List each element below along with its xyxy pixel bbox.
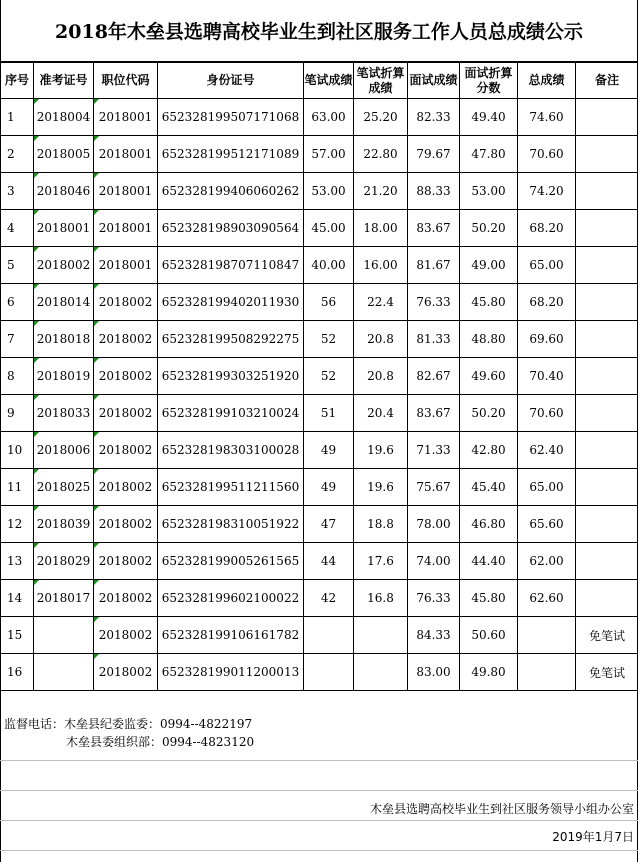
cell-interview-converted: 48.80 <box>460 321 518 358</box>
cell-total-score: 70.60 <box>518 136 576 173</box>
cell-interview-converted: 46.80 <box>460 506 518 543</box>
cell-written-converted: 18.00 <box>354 210 408 247</box>
cell-total-score: 74.20 <box>518 173 576 210</box>
cell-written-score <box>304 654 354 691</box>
cell-remarks: 免笔试 <box>576 617 638 654</box>
cell-exam-no: 2018025 <box>34 469 94 506</box>
cell-interview-converted: 44.40 <box>460 543 518 580</box>
table-row <box>1 284 638 321</box>
cell-position-code: 2018002 <box>94 432 158 469</box>
cell-id-number: 652328199602100022 <box>158 580 304 617</box>
cell-index: 14 <box>1 580 34 617</box>
cell-position-code: 2018001 <box>94 173 158 210</box>
cell-interview-converted: 50.60 <box>460 617 518 654</box>
cell-position-code: 2018001 <box>94 210 158 247</box>
divider <box>0 820 638 821</box>
cell-index: 16 <box>1 654 34 691</box>
cell-id-number: 652328199406060262 <box>158 173 304 210</box>
cell-total-score: 62.00 <box>518 543 576 580</box>
table-row <box>1 173 638 210</box>
cell-total-score: 70.60 <box>518 395 576 432</box>
table-row <box>1 358 638 395</box>
cell-position-code: 2018002 <box>94 469 158 506</box>
cell-total-score: 62.60 <box>518 580 576 617</box>
cell-exam-no: 2018029 <box>34 543 94 580</box>
table-row <box>1 136 638 173</box>
cell-remarks <box>576 543 638 580</box>
cell-interview-converted: 53.00 <box>460 173 518 210</box>
cell-position-code: 2018002 <box>94 284 158 321</box>
cell-interview-converted: 49.60 <box>460 358 518 395</box>
cell-interview-converted: 50.20 <box>460 210 518 247</box>
cell-written-converted: 16.00 <box>354 247 408 284</box>
col-header-id-number: 身份证号 <box>158 63 304 99</box>
supervision-phone-2: 木垒县委组织部：0994--4823120 <box>66 735 255 749</box>
cell-written-converted: 22.80 <box>354 136 408 173</box>
cell-total-score: 68.20 <box>518 210 576 247</box>
cell-interview-score: 82.33 <box>408 99 460 136</box>
cell-written-score <box>304 617 354 654</box>
cell-remarks <box>576 173 638 210</box>
cell-total-score: 68.20 <box>518 284 576 321</box>
cell-interview-converted: 45.80 <box>460 284 518 321</box>
cell-id-number: 652328198310051922 <box>158 506 304 543</box>
cell-id-number: 652328198303100028 <box>158 432 304 469</box>
cell-written-score: 49 <box>304 432 354 469</box>
cell-id-number: 652328199402011930 <box>158 284 304 321</box>
cell-written-converted: 20.4 <box>354 395 408 432</box>
issuing-office: 木垒县选聘高校毕业生到社区服务领导小组办公室 <box>369 802 634 816</box>
cell-position-code: 2018002 <box>94 358 158 395</box>
cell-index: 10 <box>1 432 34 469</box>
cell-exam-no: 2018018 <box>34 321 94 358</box>
col-header-total-score: 总成绩 <box>518 63 576 99</box>
cell-written-score: 47 <box>304 506 354 543</box>
cell-total-score: 69.60 <box>518 321 576 358</box>
cell-interview-score: 79.67 <box>408 136 460 173</box>
cell-exam-no: 2018017 <box>34 580 94 617</box>
cell-written-score: 45.00 <box>304 210 354 247</box>
cell-exam-no: 2018004 <box>34 99 94 136</box>
cell-remarks <box>576 284 638 321</box>
cell-id-number: 652328199508292275 <box>158 321 304 358</box>
cell-exam-no: 2018001 <box>34 210 94 247</box>
issue-date: 2019年1月7日 <box>552 830 634 844</box>
cell-exam-no: 2018019 <box>34 358 94 395</box>
cell-id-number: 652328199011200013 <box>158 654 304 691</box>
table-row <box>1 654 638 691</box>
col-header-exam-no: 准考证号 <box>34 63 94 99</box>
table-row <box>1 580 638 617</box>
cell-written-converted <box>354 617 408 654</box>
cell-exam-no: 2018033 <box>34 395 94 432</box>
table-row <box>1 210 638 247</box>
cell-written-score: 44 <box>304 543 354 580</box>
cell-exam-no <box>34 617 94 654</box>
cell-remarks <box>576 136 638 173</box>
cell-remarks <box>576 358 638 395</box>
table-row <box>1 99 638 136</box>
cell-remarks <box>576 469 638 506</box>
cell-interview-score: 82.67 <box>408 358 460 395</box>
cell-written-score: 52 <box>304 321 354 358</box>
cell-index: 4 <box>1 210 34 247</box>
cell-remarks <box>576 210 638 247</box>
cell-total-score: 65.00 <box>518 469 576 506</box>
cell-remarks <box>576 432 638 469</box>
cell-written-score: 40.00 <box>304 247 354 284</box>
supervision-block <box>4 715 254 751</box>
cell-interview-converted: 49.80 <box>460 654 518 691</box>
cell-total-score: 65.60 <box>518 506 576 543</box>
table-row <box>1 543 638 580</box>
cell-written-converted: 16.8 <box>354 580 408 617</box>
cell-index: 13 <box>1 543 34 580</box>
col-header-position-code: 职位代码 <box>94 63 158 99</box>
cell-id-number: 652328198707110847 <box>158 247 304 284</box>
cell-index: 1 <box>1 99 34 136</box>
cell-remarks <box>576 506 638 543</box>
cell-remarks <box>576 99 638 136</box>
cell-interview-score: 88.33 <box>408 173 460 210</box>
cell-exam-no: 2018039 <box>34 506 94 543</box>
cell-total-score: 62.40 <box>518 432 576 469</box>
cell-index: 8 <box>1 358 34 395</box>
cell-total-score <box>518 617 576 654</box>
cell-index: 11 <box>1 469 34 506</box>
cell-interview-score: 71.33 <box>408 432 460 469</box>
cell-interview-score: 76.33 <box>408 580 460 617</box>
col-header-written-score: 笔试成绩 <box>304 63 354 99</box>
cell-interview-converted: 45.80 <box>460 580 518 617</box>
cell-exam-no: 2018014 <box>34 284 94 321</box>
cell-interview-score: 76.33 <box>408 284 460 321</box>
table-row <box>1 617 638 654</box>
cell-interview-score: 75.67 <box>408 469 460 506</box>
cell-interview-score: 83.67 <box>408 210 460 247</box>
cell-position-code: 2018002 <box>94 395 158 432</box>
cell-written-converted: 25.20 <box>354 99 408 136</box>
cell-index: 5 <box>1 247 34 284</box>
cell-written-score: 53.00 <box>304 173 354 210</box>
cell-position-code: 2018001 <box>94 247 158 284</box>
table-row <box>1 321 638 358</box>
cell-written-converted: 19.6 <box>354 432 408 469</box>
score-table <box>0 62 638 691</box>
cell-interview-converted: 49.00 <box>460 247 518 284</box>
col-header-interview-converted: 面试折算分数 <box>460 63 518 99</box>
cell-written-converted: 19.6 <box>354 469 408 506</box>
cell-position-code: 2018002 <box>94 580 158 617</box>
cell-interview-score: 81.67 <box>408 247 460 284</box>
cell-total-score <box>518 654 576 691</box>
cell-remarks <box>576 580 638 617</box>
cell-total-score: 74.60 <box>518 99 576 136</box>
cell-id-number: 652328198903090564 <box>158 210 304 247</box>
cell-interview-score: 78.00 <box>408 506 460 543</box>
supervision-label: 监督电话： <box>4 717 65 731</box>
cell-id-number: 652328199005261565 <box>158 543 304 580</box>
cell-id-number: 652328199106161782 <box>158 617 304 654</box>
cell-written-score: 56 <box>304 284 354 321</box>
col-header-index: 序号 <box>1 63 34 99</box>
cell-remarks: 免笔试 <box>576 654 638 691</box>
cell-remarks <box>576 395 638 432</box>
cell-position-code: 2018001 <box>94 99 158 136</box>
cell-position-code: 2018002 <box>94 543 158 580</box>
cell-remarks <box>576 321 638 358</box>
table-row <box>1 432 638 469</box>
cell-written-converted: 17.6 <box>354 543 408 580</box>
table-row <box>1 506 638 543</box>
cell-position-code: 2018001 <box>94 136 158 173</box>
cell-index: 6 <box>1 284 34 321</box>
cell-written-converted: 22.4 <box>354 284 408 321</box>
table-row <box>1 469 638 506</box>
col-header-interview-score: 面试成绩 <box>408 63 460 99</box>
cell-written-score: 51 <box>304 395 354 432</box>
cell-written-converted: 18.8 <box>354 506 408 543</box>
cell-exam-no: 2018005 <box>34 136 94 173</box>
cell-interview-converted: 49.40 <box>460 99 518 136</box>
table-row <box>1 247 638 284</box>
cell-interview-converted: 50.20 <box>460 395 518 432</box>
cell-id-number: 652328199507171068 <box>158 99 304 136</box>
cell-index: 12 <box>1 506 34 543</box>
cell-written-score: 63.00 <box>304 99 354 136</box>
cell-exam-no: 2018046 <box>34 173 94 210</box>
cell-written-converted: 20.8 <box>354 358 408 395</box>
cell-index: 2 <box>1 136 34 173</box>
cell-interview-score: 81.33 <box>408 321 460 358</box>
cell-index: 7 <box>1 321 34 358</box>
cell-position-code: 2018002 <box>94 617 158 654</box>
cell-total-score: 70.40 <box>518 358 576 395</box>
supervision-line-1 <box>4 715 254 733</box>
cell-interview-score: 83.00 <box>408 654 460 691</box>
col-header-remarks: 备注 <box>576 63 638 99</box>
cell-index: 9 <box>1 395 34 432</box>
page-title: 2018年木垒县选聘高校毕业生到社区服务工作人员总成绩公示 <box>0 0 638 62</box>
cell-remarks <box>576 247 638 284</box>
cell-written-score: 42 <box>304 580 354 617</box>
cell-position-code: 2018002 <box>94 321 158 358</box>
col-header-written-converted: 笔试折算成绩 <box>354 63 408 99</box>
cell-interview-score: 84.33 <box>408 617 460 654</box>
divider <box>0 760 638 761</box>
table-header-row <box>1 63 638 99</box>
cell-interview-converted: 45.40 <box>460 469 518 506</box>
cell-id-number: 652328199512171089 <box>158 136 304 173</box>
cell-exam-no: 2018006 <box>34 432 94 469</box>
table-row <box>1 395 638 432</box>
supervision-phone-1: 木垒县纪委监委：0994--4822197 <box>64 717 253 731</box>
cell-written-score: 57.00 <box>304 136 354 173</box>
cell-index: 3 <box>1 173 34 210</box>
cell-exam-no <box>34 654 94 691</box>
cell-written-converted: 20.8 <box>354 321 408 358</box>
divider <box>0 850 638 851</box>
divider <box>0 790 638 791</box>
cell-id-number: 652328199511211560 <box>158 469 304 506</box>
cell-written-converted: 21.20 <box>354 173 408 210</box>
cell-interview-converted: 47.80 <box>460 136 518 173</box>
cell-written-score: 49 <box>304 469 354 506</box>
cell-interview-converted: 42.80 <box>460 432 518 469</box>
cell-interview-score: 83.67 <box>408 395 460 432</box>
cell-exam-no: 2018002 <box>34 247 94 284</box>
cell-interview-score: 74.00 <box>408 543 460 580</box>
cell-id-number: 652328199103210024 <box>158 395 304 432</box>
cell-position-code: 2018002 <box>94 506 158 543</box>
cell-written-score: 52 <box>304 358 354 395</box>
cell-total-score: 65.00 <box>518 247 576 284</box>
cell-id-number: 652328199303251920 <box>158 358 304 395</box>
cell-index: 15 <box>1 617 34 654</box>
cell-written-converted <box>354 654 408 691</box>
cell-position-code: 2018002 <box>94 654 158 691</box>
